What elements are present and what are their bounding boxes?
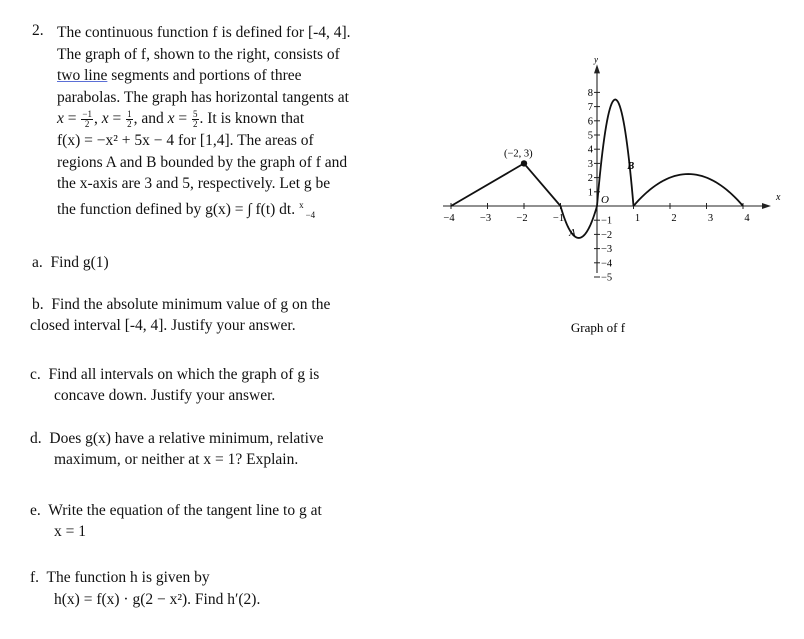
part-b-line2: closed interval [-4, 4]. Justify your answer. <box>30 317 296 334</box>
curve-segment <box>451 163 524 206</box>
y-axis-label: y <box>594 54 598 65</box>
x-tick-label: −2 <box>516 213 528 224</box>
part-c: c. Find all intervals on which the graph of g is <box>30 366 320 383</box>
intro-line <box>57 65 402 87</box>
part-f: f. The function h is given by <box>30 569 210 586</box>
x-tick-label: 3 <box>707 213 714 224</box>
fraction: $\frac{1}{2}$ <box>127 109 132 130</box>
intro-text: It is known that <box>207 110 305 128</box>
intro-line: parabolas. The graph has horizontal tangents at <box>57 88 349 106</box>
part-a: a. Find g(1) <box>32 254 109 271</box>
y-tick-label: 4 <box>587 144 593 156</box>
data-point <box>521 160 527 166</box>
problem-number: 2. <box>32 22 44 39</box>
y-tick-label: −5 <box>601 272 613 284</box>
y-axis-arrow <box>594 64 600 73</box>
y-tick-label: 3 <box>587 158 593 170</box>
y-tick-label: −1 <box>601 215 613 227</box>
part-d-line2: maximum, or neither at x = 1? Explain. <box>54 451 299 468</box>
y-tick-label: −3 <box>601 244 613 256</box>
y-tick-label: 7 <box>587 102 593 114</box>
integral-upper: x <box>299 199 304 210</box>
part-f-line2: h(x) = f(x) · g(2 − x²). Find h′(2). <box>54 591 261 608</box>
y-tick-label: −4 <box>601 258 613 270</box>
x-tick-label: −3 <box>479 213 492 224</box>
x-tick-label: −4 <box>443 213 455 224</box>
part-d: d. Does g(x) have a relative minimum, relative <box>30 430 324 447</box>
underlined-text: two line <box>57 67 108 85</box>
intro-line: regions A and B bounded by the graph of f and <box>57 153 348 171</box>
y-tick-label: 5 <box>587 130 593 142</box>
x-tick-label: 2 <box>671 213 677 224</box>
intro-line: The graph of f, shown to the right, consists of <box>57 45 340 63</box>
graph-caption: Graph of f <box>570 320 626 335</box>
part-c-line2: concave down. Justify your answer. <box>54 387 276 404</box>
fraction: $\frac{-1}{2}$ <box>82 109 92 130</box>
part-b: b. Find the absolute minimum value of g on the <box>32 296 331 313</box>
f-definition: f(x) = −x² + 5x − 4 for [1,4]. The areas of <box>57 131 314 149</box>
y-tick-label: 6 <box>587 116 593 128</box>
intro-text: segments and portions of three <box>107 67 302 85</box>
origin-label: O <box>601 194 609 206</box>
y-tick-label: 2 <box>587 173 593 185</box>
x-tick-label: 1 <box>634 213 641 224</box>
intro-line: The continuous function f is defined for [-4, 4]. <box>57 24 351 41</box>
part-e-line2: x = 1 <box>54 523 86 540</box>
point-label: (−2, 3) <box>504 148 533 160</box>
curve-segment <box>561 206 598 238</box>
x-axis-arrow <box>762 203 771 209</box>
intro-line: the x-axis are 3 and 5, respectively. Let g be <box>57 175 331 193</box>
g-definition: the function defined by g(x) = ∫ f(t) dt. $^x_{-4}$ <box>57 199 316 220</box>
part-e: e. Write the equation of the tangent line to g at <box>30 502 322 519</box>
curve-segment <box>524 163 561 206</box>
region-label-a: A <box>569 228 576 239</box>
x-axis-label: x <box>776 192 781 203</box>
x-tick-label: −1 <box>552 213 565 224</box>
curve-segment <box>634 174 744 206</box>
graph-of-f <box>440 10 800 340</box>
y-tick-label: 1 <box>587 187 593 199</box>
problem-intro <box>57 22 402 227</box>
region-label-b: B <box>627 161 635 173</box>
curve-segment <box>597 100 634 207</box>
y-tick-label: −2 <box>601 229 613 241</box>
y-tick-label: 8 <box>587 87 593 99</box>
integral-lower: −4 <box>305 210 316 220</box>
tangent-points: x = $\frac{-1}{2}$ , x = $\frac{1}{2}$ , and x = $\frac{5}{2}$ . It is known that <box>57 109 305 130</box>
x-tick-label: 4 <box>744 213 750 224</box>
fraction: $\frac{5}{2}$ <box>193 109 198 130</box>
